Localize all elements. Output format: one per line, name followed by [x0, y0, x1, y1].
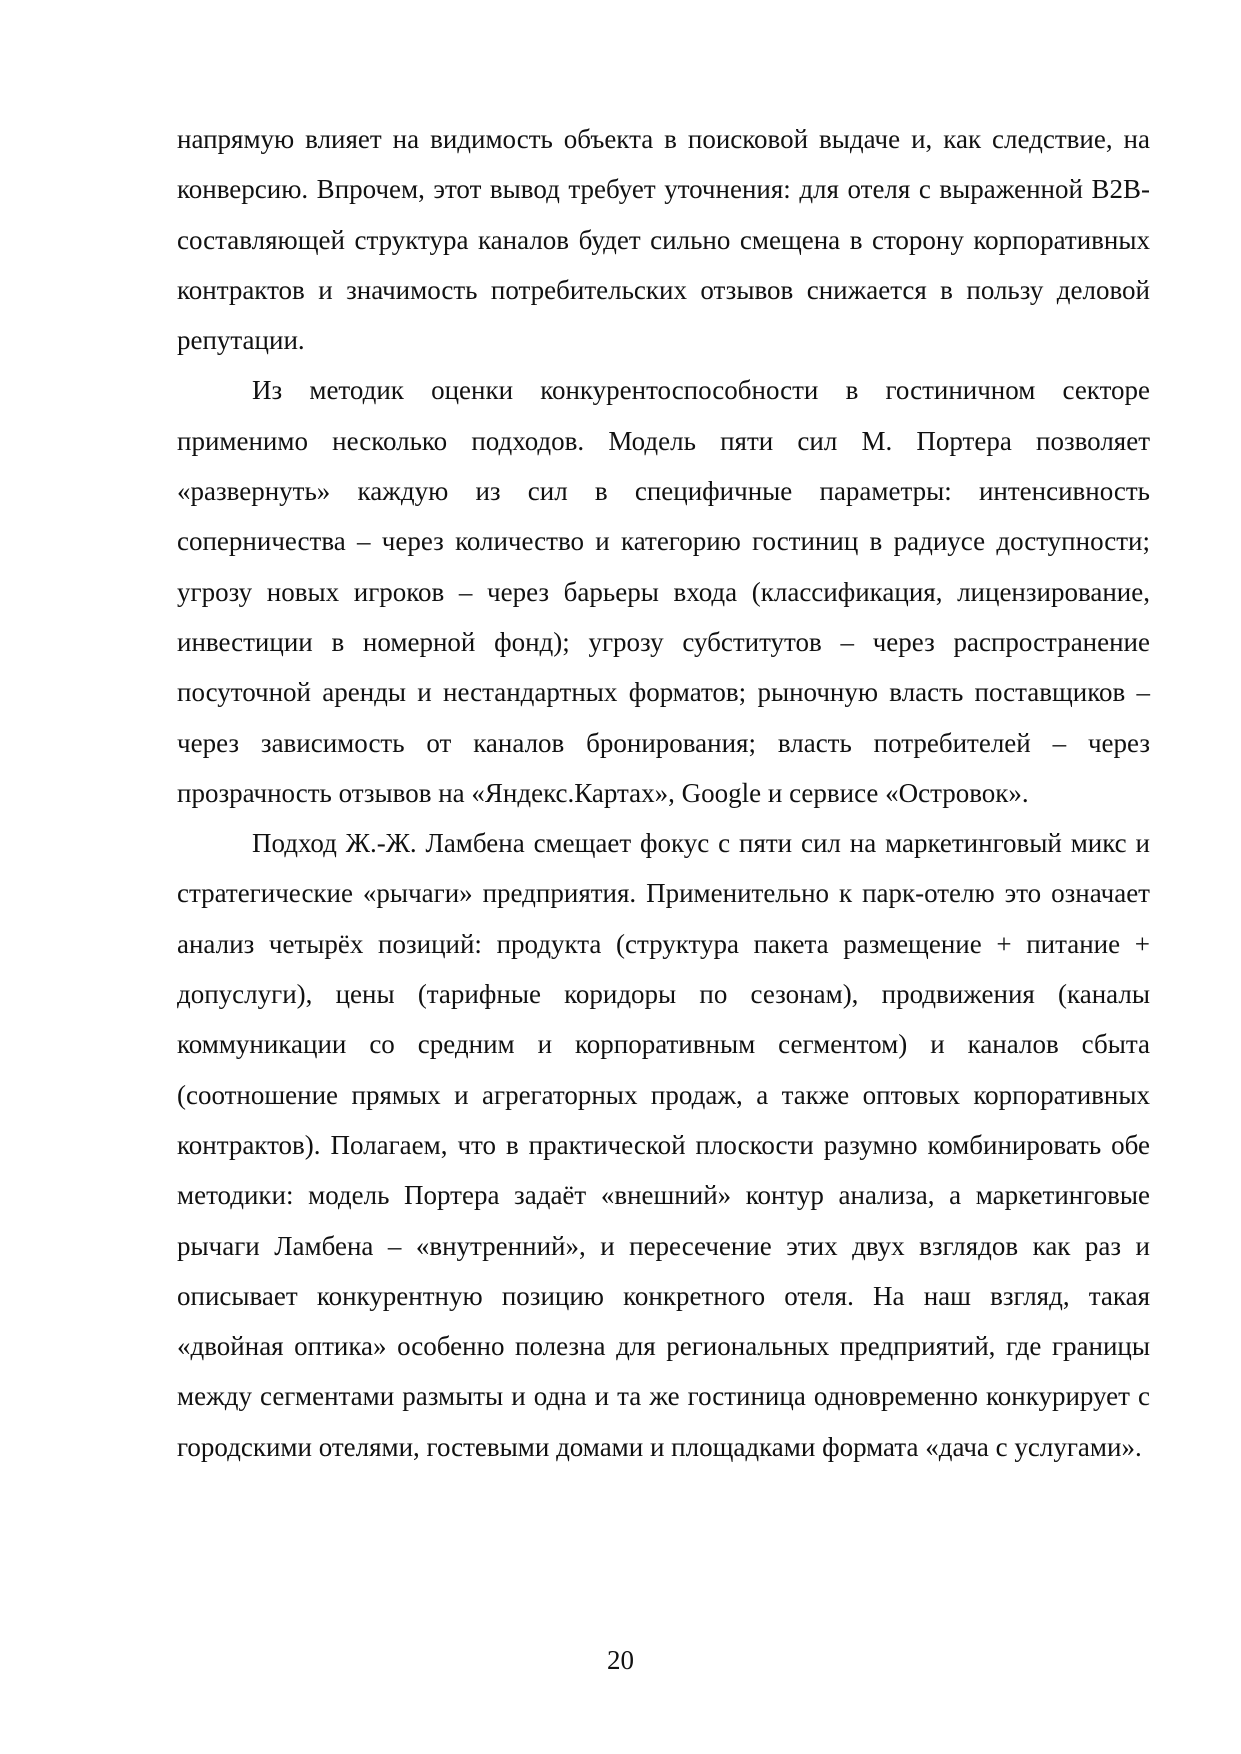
paragraph-lambin-approach: Подход Ж.-Ж. Ламбена смещает фокус с пяти сил на маркетинговый микс и стратегические «рычаги» предприятия. Применительно к парк-отелю это означает анализ четырёх позиций: продукта (структура пакета размещение + питание + допуслуги), цены (тарифные коридоры по сезонам), продвижения (каналы коммуникации со средним и корпоративным сегментом) и каналов сбыта (соотношение прямых и агрегаторных продаж, а также оптовых корпоративных контрактов). Полагаем, что в практической плоскости разумно комбинировать обе методики: модель Портера задаёт «внешний» контур анализа, а маркетинговые рычаги Ламбена – «внутренний», и пересечение этих двух взглядов как раз и описывает конкурентную позицию конкретного отеля. На наш взгляд, такая «двойная оптика» особенно полезна для региональных предприятий, где границы между сегментами размыты и одна и та же гостиница одновременно конкурирует с городскими отелями, гостевыми домами и площадками формата «дача с услугами».: [177, 828, 1150, 1462]
paragraph-continuation: напрямую влияет на видимость объекта в поисковой выдаче и, как следствие, на конверсию. Впрочем, этот вывод требует уточнения: для отеля с выраженной B2B-составляющей структура каналов будет сильно смещена в сторону корпоративных контрактов и значимость потребительских отзывов снижается в пользу деловой репутации.: [177, 124, 1150, 356]
paragraph-porter-model: Из методик оценки конкурентоспособности в гостиничном секторе применимо несколько подходов. Модель пяти сил М. Портера позволяет «развернуть» каждую из сил в специфичные параметры: интенсивность соперничества – через количество и категорию гостиниц в радиусе доступности; угрозу новых игроков – через барьеры входа (классификация, лицензирование, инвестиции в номерной фонд); угрозу субститутов – через распространение посуточной аренды и нестандартных форматов; рыночную власть поставщиков – через зависимость от каналов бронирования; власть потребителей – через прозрачность отзывов на «Яндекс.Картах», Google и сервисе «Островок».: [177, 375, 1150, 808]
document-body: [177, 114, 1150, 1472]
page-number: 20: [607, 1645, 634, 1675]
